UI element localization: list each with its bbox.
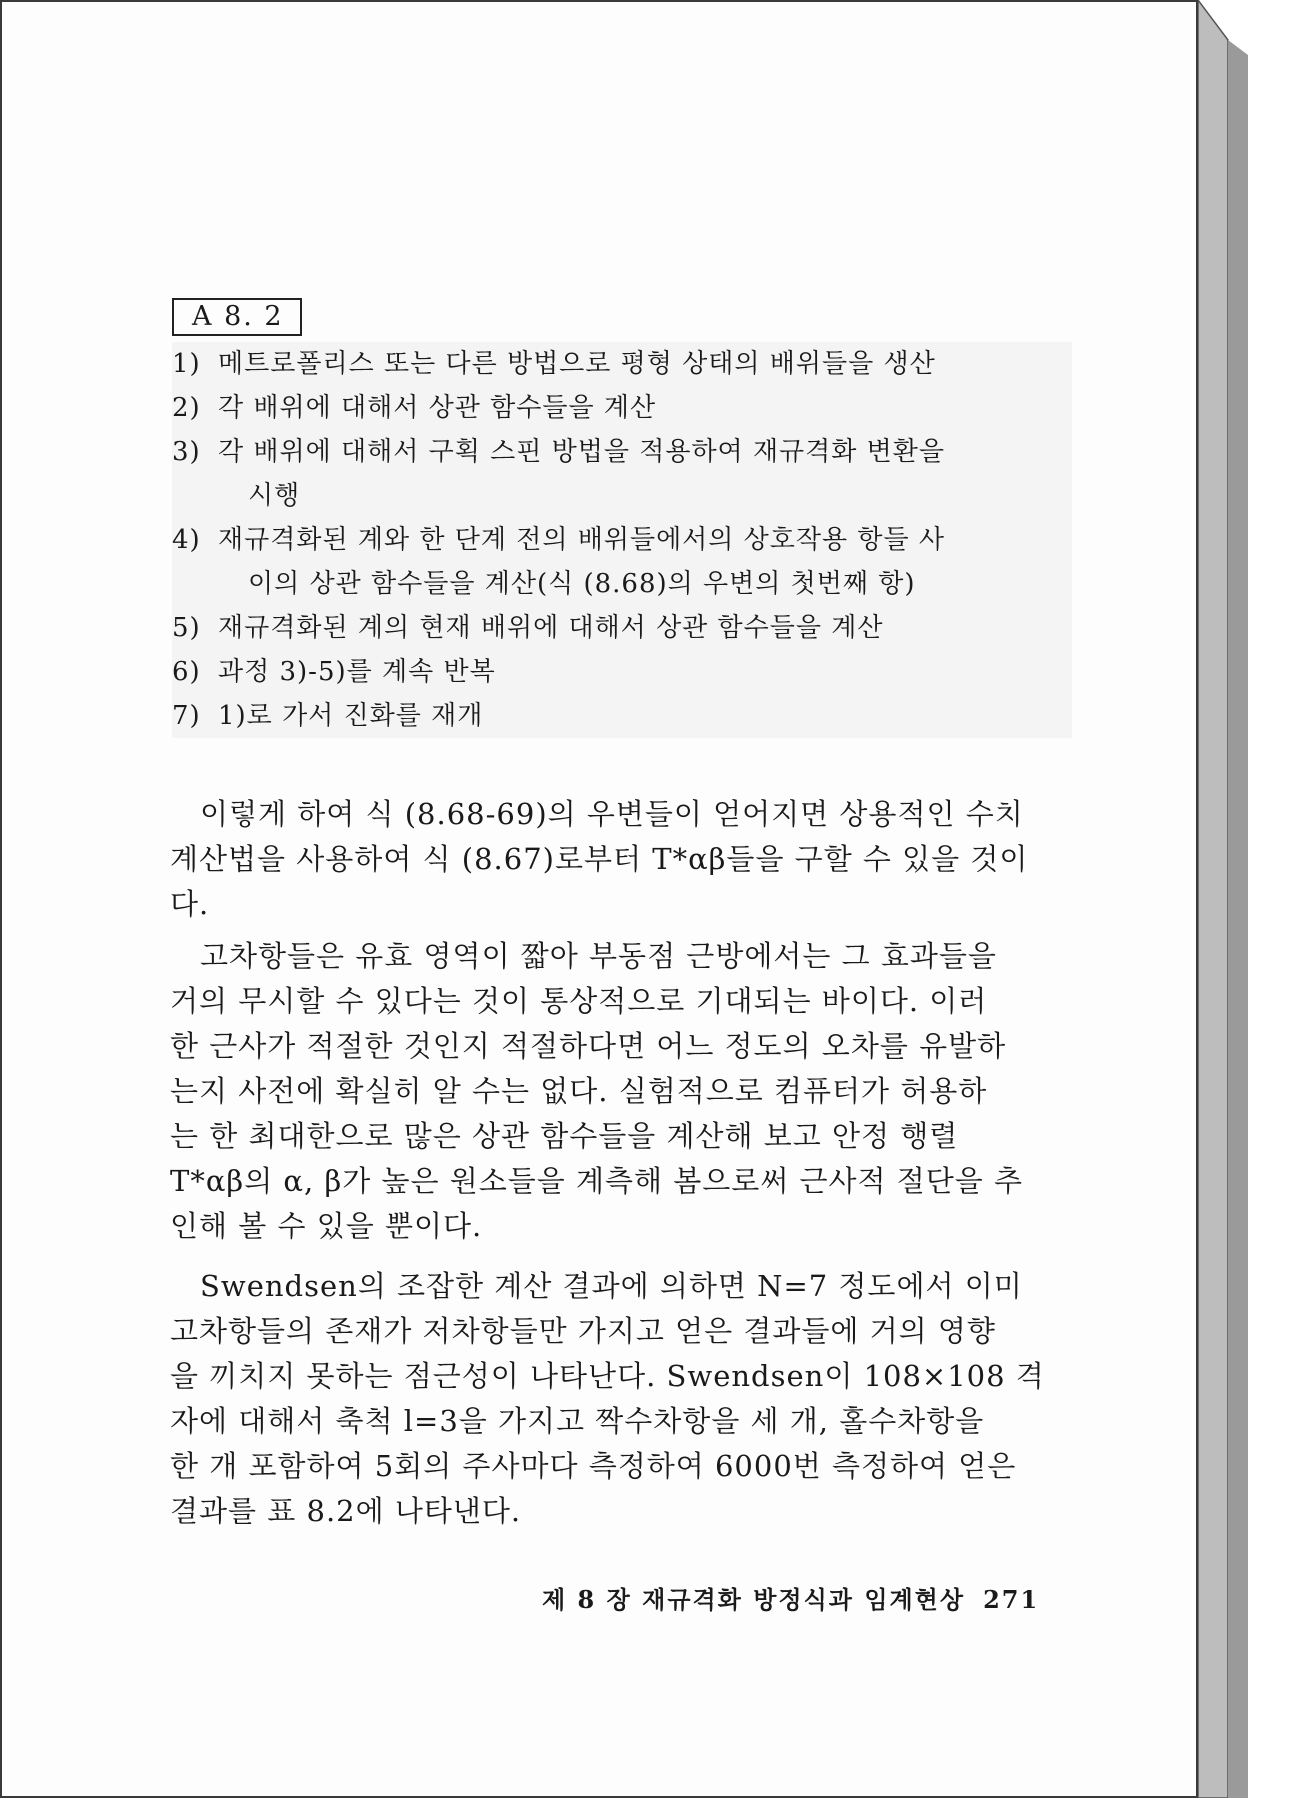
paragraph-line: 한 근사가 적절한 것인지 적절하다면 어느 정도의 오차를 유발하 xyxy=(170,1029,1007,1063)
paragraph-line: 결과를 표 8.2에 나타낸다. xyxy=(170,1494,522,1528)
step-text: 재규격화된 계와 한 단계 전의 배위들에서의 상호작용 항들 사 xyxy=(218,525,946,555)
algorithm-label: A 8. 2 xyxy=(172,298,302,336)
step-number: 4) xyxy=(172,525,201,555)
running-header: 제 8 장 재규격화 방정식과 임계현상 xyxy=(542,1585,966,1614)
paragraph-line: Swendsen의 조잡한 계산 결과에 의하면 N=7 정도에서 이미 xyxy=(200,1269,1023,1303)
step-number: 6) xyxy=(172,657,201,687)
step-text: 각 배위에 대해서 상관 함수들을 계산 xyxy=(218,393,657,423)
paragraph-line: 다. xyxy=(170,887,210,921)
algorithm-step xyxy=(172,694,1072,738)
algorithm-step xyxy=(172,342,1072,386)
step-text: 재규격화된 계의 현재 배위에 대해서 상관 함수들을 계산 xyxy=(218,613,884,643)
paragraph-line: 는 한 최대한으로 많은 상관 함수들을 계산해 보고 안정 행렬 xyxy=(170,1119,959,1153)
algorithm-step xyxy=(172,386,1072,430)
algorithm-step xyxy=(172,650,1072,694)
algorithm-step xyxy=(172,606,1072,650)
step-number: 1) xyxy=(172,349,201,379)
paragraph-line: 는지 사전에 확실히 알 수는 없다. 실험적으로 컴퓨터가 허용하 xyxy=(170,1074,988,1108)
algorithm-step xyxy=(172,430,1072,518)
step-text-continued: 이의 상관 함수들을 계산(식 (8.68)의 우변의 첫번째 항) xyxy=(248,569,916,599)
step-text: 메트로폴리스 또는 다른 방법으로 평형 상태의 배위들을 생산 xyxy=(218,349,936,379)
page-edge-shadow xyxy=(1198,0,1248,1798)
algorithm-step xyxy=(172,518,1072,606)
paragraph-line: T*αβ의 α, β가 높은 원소들을 계측해 봄으로써 근사적 절단을 추 xyxy=(170,1164,1024,1198)
paragraph-1 xyxy=(170,792,1070,927)
paragraph-line: 이렇게 하여 식 (8.68-69)의 우변들이 얻어지면 상용적인 수치 xyxy=(200,797,1024,831)
step-number: 2) xyxy=(172,393,201,423)
page-number: 271 xyxy=(983,1585,1040,1614)
paragraph-3 xyxy=(170,1264,1070,1534)
paragraph-line: 거의 무시할 수 있다는 것이 통상적으로 기대되는 바이다. 이러 xyxy=(170,984,988,1018)
step-text: 과정 3)-5)를 계속 반복 xyxy=(218,657,496,687)
step-text: 각 배위에 대해서 구획 스핀 방법을 적용하여 재규격화 변환을 xyxy=(218,437,946,467)
step-text-continued: 시행 xyxy=(248,481,301,511)
paragraph-line: 고차항들은 유효 영역이 짧아 부동점 근방에서는 그 효과들을 xyxy=(200,939,997,973)
step-number: 3) xyxy=(172,437,201,467)
paragraph-line: 인해 볼 수 있을 뿐이다. xyxy=(170,1209,483,1243)
paragraph-line: 한 개 포함하여 5회의 주사마다 측정하여 6000번 측정하여 얻은 xyxy=(170,1449,1017,1483)
step-number: 7) xyxy=(172,701,201,731)
paragraph-line: 을 끼치지 못하는 점근성이 나타난다. Swendsen이 108×108 격 xyxy=(170,1359,1045,1393)
paragraph-line: 자에 대해서 축척 l=3을 가지고 짝수차항을 세 개, 홀수차항을 xyxy=(170,1404,985,1438)
paragraph-line: 고차항들의 존재가 저차항들만 가지고 얻은 결과들에 거의 영향 xyxy=(170,1314,996,1348)
page-footer xyxy=(542,1584,1039,1616)
step-number: 5) xyxy=(172,613,201,643)
algorithm-steps xyxy=(172,342,1072,738)
paragraph-line: 계산법을 사용하여 식 (8.67)로부터 T*αβ들을 구할 수 있을 것이 xyxy=(170,842,1029,876)
step-text: 1)로 가서 진화를 재개 xyxy=(218,701,484,731)
paragraph-2 xyxy=(170,934,1070,1249)
